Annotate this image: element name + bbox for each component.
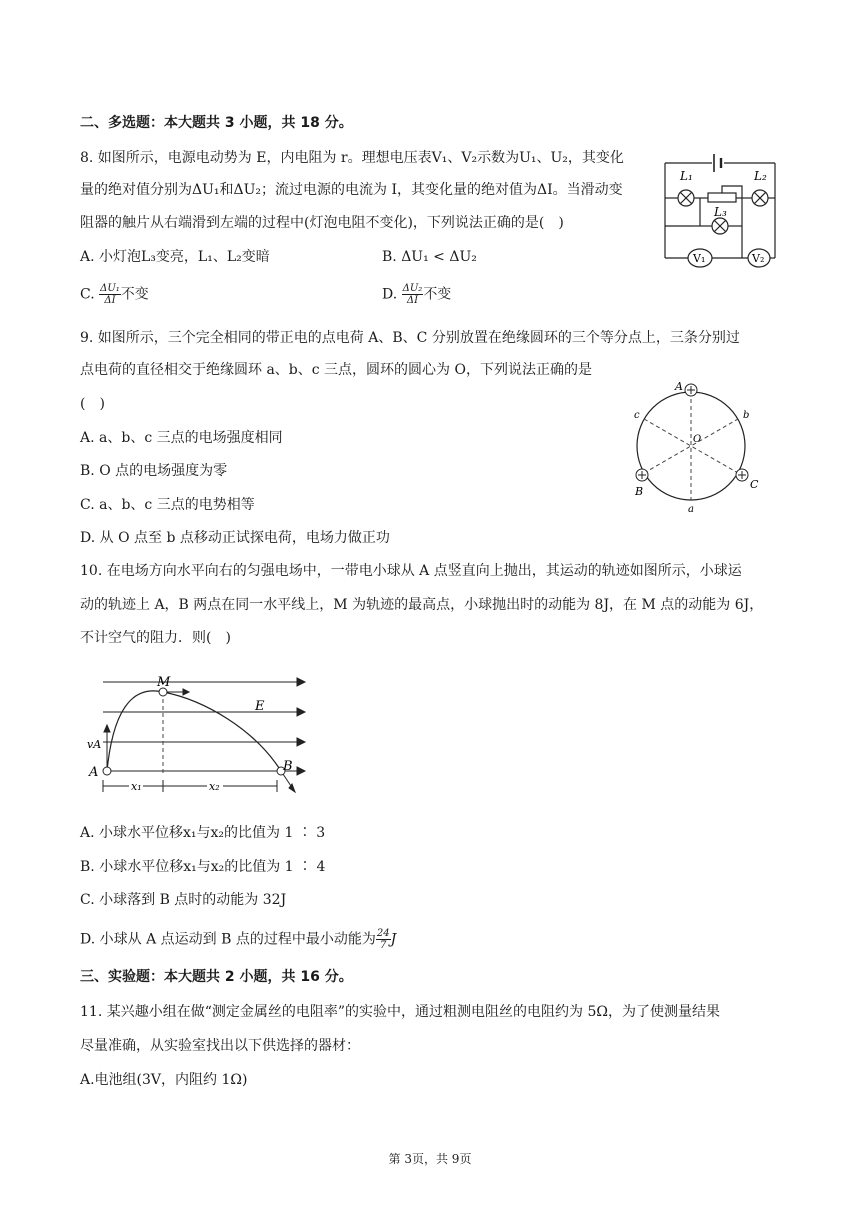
section-title-multiple-choice: 二、多选题：本大题共 3 小题，共 18 分。: [80, 115, 353, 131]
q9-option-c: C. a、b、c 三点的电势相等: [80, 497, 255, 513]
q10-text-line1: 10. 在电场方向水平向右的匀强电场中，一带电小球从 A 点竖直向上抛出，其运动的轨迹如图所示，小球运: [80, 563, 742, 579]
q10-fig-label-M: M: [157, 675, 171, 690]
q8-text-line2: 量的绝对值分别为ΔU₁和ΔU₂；流过电源的电流为 I，其变化量的绝对值为ΔI。当滑动变: [80, 182, 623, 198]
q10-fig-label-x2: x₂: [209, 780, 220, 793]
q10-option-c: C. 小球落到 B 点时的动能为 32J: [80, 892, 287, 908]
q9-option-d: D. 从 O 点至 b 点移动正试探电荷，电场力做正功: [80, 530, 390, 546]
page-footer: 第 3页，共 9页: [388, 1152, 472, 1166]
q8-option-d-fraction: [402, 283, 424, 306]
q10-trajectory-diagram: [85, 670, 310, 798]
q8-option-d-suffix: 不变: [423, 286, 452, 303]
section-title-experiment: 三、实验题：本大题共 2 小题，共 16 分。: [80, 969, 353, 985]
q10-fig-label-vA: vA: [87, 738, 102, 751]
q10-option-a: A. 小球水平位移x₁与x₂的比值为 1 ∶ 3: [80, 825, 326, 841]
q9-fig-label-O: O: [693, 434, 702, 445]
q9-option-b: B. O 点的电场强度为零: [80, 463, 228, 479]
q8-option-a: A. 小灯泡L₃变亮，L₁、L₂变暗: [80, 249, 270, 265]
q8-fig-label-v2: V₂: [752, 252, 765, 265]
fraction-numerator: 24: [376, 928, 390, 939]
q10-option-d-fraction: [376, 928, 391, 951]
q8-option-c-suffix: 不变: [120, 286, 149, 303]
q8-fig-label-l1: L₁: [680, 169, 693, 183]
q10-fig-label-A: A: [89, 765, 99, 780]
q8-fig-label-l2: L₂: [754, 169, 767, 183]
q10-fig-label-x1: x₁: [131, 780, 142, 793]
q10-text-line2: 动的轨迹上 A，B 两点在同一水平线上，M 为轨迹的最高点，小球抛出时的动能为 8J，在 M 点的动能为 6J，: [80, 597, 764, 613]
q8-fig-label-l3: L₃: [714, 205, 727, 219]
q8-option-c: [80, 283, 149, 306]
q10-fig-label-E: E: [255, 699, 265, 714]
fraction-denominator: 7: [380, 940, 387, 951]
q9-option-a: A. a、b、c 三点的电场强度相同: [80, 430, 283, 446]
q8-option-c-prefix: C.: [80, 286, 100, 303]
q10-option-d-prefix: D. 小球从 A 点运动到 B 点的过程中最小动能为: [80, 931, 376, 948]
q11-text-line1: 11. 某兴趣小组在做“测定金属丝的电阻率”的实验中，通过粗测电阻丝的电阻约为 5Ω，为了使测量结果: [80, 1004, 720, 1020]
q10-option-d: [80, 928, 396, 951]
fraction-denominator: ΔI: [406, 295, 419, 306]
q10-text-line3: 不计空气的阻力．则( ): [80, 630, 231, 646]
q9-fig-label-a: a: [688, 504, 694, 515]
fraction-numerator: ΔU₂: [402, 283, 423, 294]
q11-text-line3: A.电池组(3V，内阻约 1Ω): [80, 1072, 248, 1088]
q9-text-line3: ( ): [80, 396, 105, 412]
q8-option-d-prefix: D.: [382, 286, 402, 303]
q10-option-d-suffix: J: [390, 931, 397, 948]
q9-ring-diagram: [625, 378, 765, 516]
q9-fig-label-A: A: [675, 380, 683, 393]
q11-text-line2: 尽量准确，从实验室找出以下供选择的器材：: [80, 1038, 360, 1054]
q8-option-d: [382, 283, 451, 306]
q8-option-c-fraction: [99, 283, 121, 306]
q10-fig-label-B: B: [283, 759, 293, 774]
q9-text-line1: 9. 如图所示，三个完全相同的带正电的点电荷 A、B、C 分别放置在绝缘圆环的三个等分点上，三条分别过: [80, 330, 740, 346]
q9-fig-label-C: C: [750, 478, 759, 491]
q9-text-line2: 点电荷的直径相交于绝缘圆环 a、b、c 三点，圆环的圆心为 O，下列说法正确的是: [80, 362, 592, 378]
q9-fig-label-b: b: [743, 410, 750, 421]
q8-option-b: B. ΔU₁ < ΔU₂: [382, 249, 477, 265]
q8-text-line1: 8. 如图所示，电源电动势为 E，内电阻为 r。理想电压表V₁、V₂示数为U₁、U₂，其变化: [80, 150, 624, 166]
fraction-numerator: ΔU₁: [100, 283, 120, 294]
fraction-denominator: ΔI: [104, 295, 116, 306]
q9-fig-label-B: B: [635, 485, 644, 498]
q10-option-b: B. 小球水平位移x₁与x₂的比值为 1 ∶ 4: [80, 859, 326, 875]
q8-text-line3: 阻器的触片从右端滑到左端的过程中(灯泡电阻不变化)，下列说法正确的是( ): [80, 215, 564, 231]
q8-fig-label-v1: V₁: [693, 252, 706, 265]
q9-fig-label-c: c: [634, 410, 640, 421]
q8-circuit-diagram: [660, 148, 780, 273]
